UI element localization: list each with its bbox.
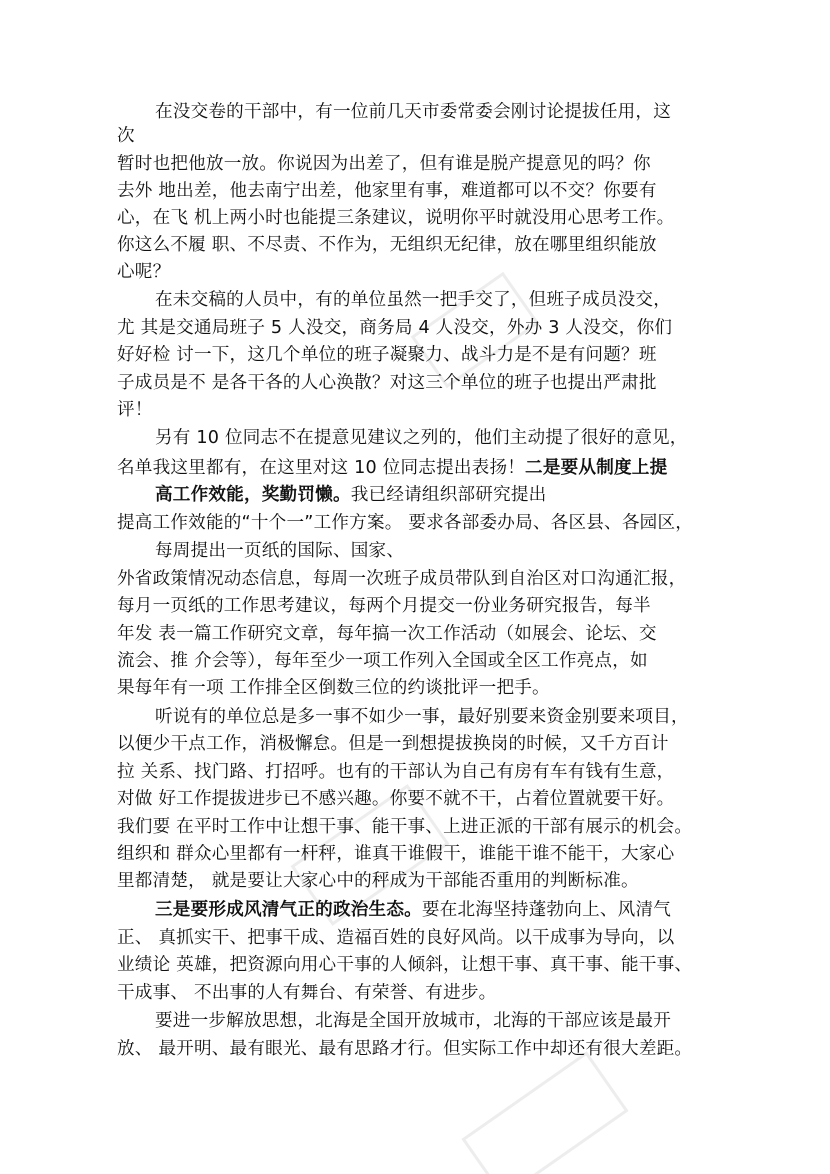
text-line: 在未交稿的人员中，有的单位虽然一把手交了，但班子成员没交， [155, 290, 672, 310]
text-line: 每周提出一页纸的国际、国家、 [155, 541, 405, 561]
section-heading-2: 二是要从制度上提 [525, 458, 668, 478]
section-heading-2-cont: 高工作效能，奖勤罚懒。 [155, 485, 351, 505]
text-line: 在没交卷的干部中，有一位前几天市委常委会刚讨论提拔任用，这 [155, 102, 672, 122]
text-run: 我已经请组织部研究提出 [350, 485, 547, 505]
text-line: 要进一步解放思想，北海是全国开放城市，北海的干部应该是最开 [155, 1011, 672, 1031]
text-line: 里都清楚， 就是要让大家心中的秤成为干部能否重用的判断标准。 [117, 871, 639, 891]
text-line: 干成事、 不出事的人有舞台、有荣誉、有进步。 [117, 983, 497, 1003]
text-line: 年发 表一篇工作研究文章，每年搞一次工作活动（如展会、论坛、交 [117, 624, 657, 644]
text-line: 暂时也把他放一放。你说因为出差了，但有谁是脱产提意见的吗？你 [117, 154, 651, 174]
text-line: 尤 其是交通局班子 5 人没交，商务局 4 人没交，外办 3 人没交，你们 [117, 318, 673, 338]
text-line: 提高工作效能的“十个一”工作方案。 要求各部委办局、各区县、各园区， [117, 513, 694, 533]
text-line: 子成员是不 是各干各的人心涣散？对这三个单位的班子也提出严肃批 [117, 373, 657, 393]
text-line: 放、 最开明、最有眼光、最有思路才行。但实际工作中却还有很大差距。 [117, 1039, 693, 1059]
text-line: 心呢？ [117, 262, 171, 282]
text-run: 要在北海坚持蓬勃向上、风清气 [421, 900, 672, 920]
text-line: 对做 好工作提拔进步已不感兴趣。你要不就不干，占着位置就要干好。 [117, 789, 675, 809]
text-line: 去外 地出差，他去南宁出差，他家里有事，难道都可以不交？你要有 [117, 181, 657, 201]
text-line [155, 482, 546, 508]
text-line: 另有 10 位同志不在提意见建议之列的，他们主动提了很好的意见， [155, 428, 688, 448]
text-line: 次 [117, 126, 135, 146]
text-line: 每月一页纸的工作思考建议，每两个月提交一份业务研究报告，每半 [117, 596, 651, 616]
text-line: 拉 关系、找门路、打招呼。也有的干部认为自己有房有车有钱有生意， [117, 762, 675, 782]
text-line [155, 897, 671, 923]
text-line: 外省政策情况动态信息，每周一次班子成员带队到自治区对口沟通汇报， [117, 569, 687, 589]
text-line: 正、 真抓实干、把事干成、造福百姓的良好风尚。以干成事为导向，以 [117, 928, 675, 948]
text-line: 流会、推 介会等），每年至少一项工作列入全国或全区工作亮点，如 [117, 651, 648, 671]
text-line: 我们要 在平时工作中让想干事、能干事、上进正派的干部有展示的机会。 [117, 817, 693, 837]
text-line: 你这么不履 职、不尽责、不作为，无组织无纪律，放在哪里组织能放 [117, 235, 657, 255]
text-line: 听说有的单位总是多一事不如少一事，最好别要来资金别要来项目， [155, 707, 689, 727]
text-run: 名单我这里都有，在这里对这 10 位同志提出表扬！ [117, 458, 526, 478]
text-line: 心，在飞 机上两小时也能提三条建议，说明你平时就没用心思考工作。 [117, 208, 675, 228]
text-line: 业绩论 英雄，把资源向用心干事的人倾斜，让想干事、真干事、能干事、 [117, 955, 693, 975]
text-line: 果每年有一项 工作排全区倒数三位的约谈批评一把手。 [117, 678, 550, 698]
section-heading-3: 三是要形成风清气正的政治生态。 [155, 900, 422, 920]
text-line: 以便少干点工作，消极懈怠。但是一到想提拔换岗的时候，又千方百计 [117, 734, 669, 754]
text-line [117, 455, 667, 481]
text-line: 好好检 讨一下，这几个单位的班子凝聚力、战斗力是不是有问题？班 [117, 345, 657, 365]
text-line: 组织和 群众心里都有一杆秤，谁真干谁假干，谁能干谁不能干，大家心 [117, 844, 675, 864]
text-line: 评！ [117, 400, 153, 420]
